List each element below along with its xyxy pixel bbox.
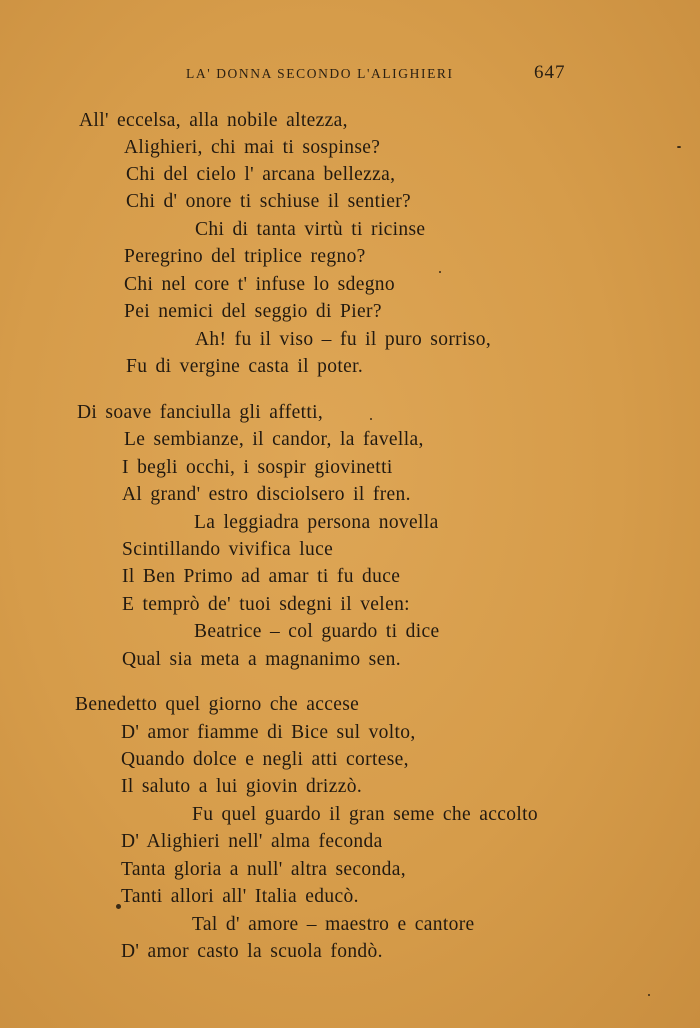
- verse-line: Scintillando vivifica luce: [122, 539, 334, 560]
- verse-line: Pei nemici del seggio di Pier?: [124, 301, 382, 322]
- paper-speck: [370, 418, 372, 420]
- verse-line: Di soave fanciulla gli affetti,: [77, 402, 324, 423]
- verse-line: Le sembianze, il candor, la favella,: [124, 429, 424, 450]
- running-head: [0, 62, 700, 88]
- verse-line: Fu di vergine casta il poter.: [126, 356, 364, 377]
- verse-line: Chi d' onore ti schiuse il sentier?: [126, 191, 412, 212]
- paper-speck: [677, 146, 681, 148]
- verse-line: Al grand' estro disciolsero il fren.: [122, 484, 411, 505]
- verse-line: Chi nel core t' infuse lo sdegno: [124, 274, 395, 295]
- verse-line: Tal d' amore – maestro e cantore: [192, 914, 475, 935]
- verse-line: E temprò de' tuoi sdegni il velen:: [122, 594, 410, 615]
- verse-line: Il saluto a lui giovin drizzò.: [121, 776, 363, 797]
- verse-line: Benedetto quel giorno che accese: [75, 694, 360, 715]
- verse-line: D' Alighieri nell' alma feconda: [121, 831, 383, 852]
- running-title: LA' DONNA SECONDO L'ALIGHIERI: [186, 66, 454, 81]
- verse-line: Tanta gloria a null' altra seconda,: [121, 859, 406, 880]
- verse-line: I begli occhi, i sospir giovinetti: [122, 457, 393, 478]
- verse-line: Il Ben Primo ad amar ti fu duce: [122, 566, 401, 587]
- paper-speck: [439, 271, 441, 273]
- verse-line: Alighieri, chi mai ti sospinse?: [124, 137, 381, 158]
- paper-speck: [648, 994, 650, 996]
- page-number: 647: [534, 62, 566, 83]
- verse-line: La leggiadra persona novella: [194, 512, 439, 533]
- paper-speck: [116, 904, 121, 909]
- verse-line: Ah! fu il viso – fu il puro sorriso,: [195, 329, 492, 350]
- verse-line: Qual sia meta a magnanimo sen.: [122, 649, 401, 670]
- verse-line: Peregrino del triplice regno?: [124, 246, 366, 267]
- verse-line: D' amor casto la scuola fondò.: [121, 941, 383, 962]
- verse-line: D' amor fiamme di Bice sul volto,: [121, 722, 416, 743]
- verse-line: Quando dolce e negli atti cortese,: [121, 749, 409, 770]
- verse-line: Chi di tanta virtù ti ricinse: [195, 219, 426, 240]
- verse-line: Chi del cielo l' arcana bellezza,: [126, 164, 396, 185]
- verse-line: All' eccelsa, alla nobile altezza,: [79, 110, 348, 131]
- verse-line: Tanti allori all' Italia educò.: [121, 886, 359, 907]
- verse-line: Beatrice – col guardo ti dice: [194, 621, 440, 642]
- verse-line: Fu quel guardo il gran seme che accolto: [192, 804, 539, 825]
